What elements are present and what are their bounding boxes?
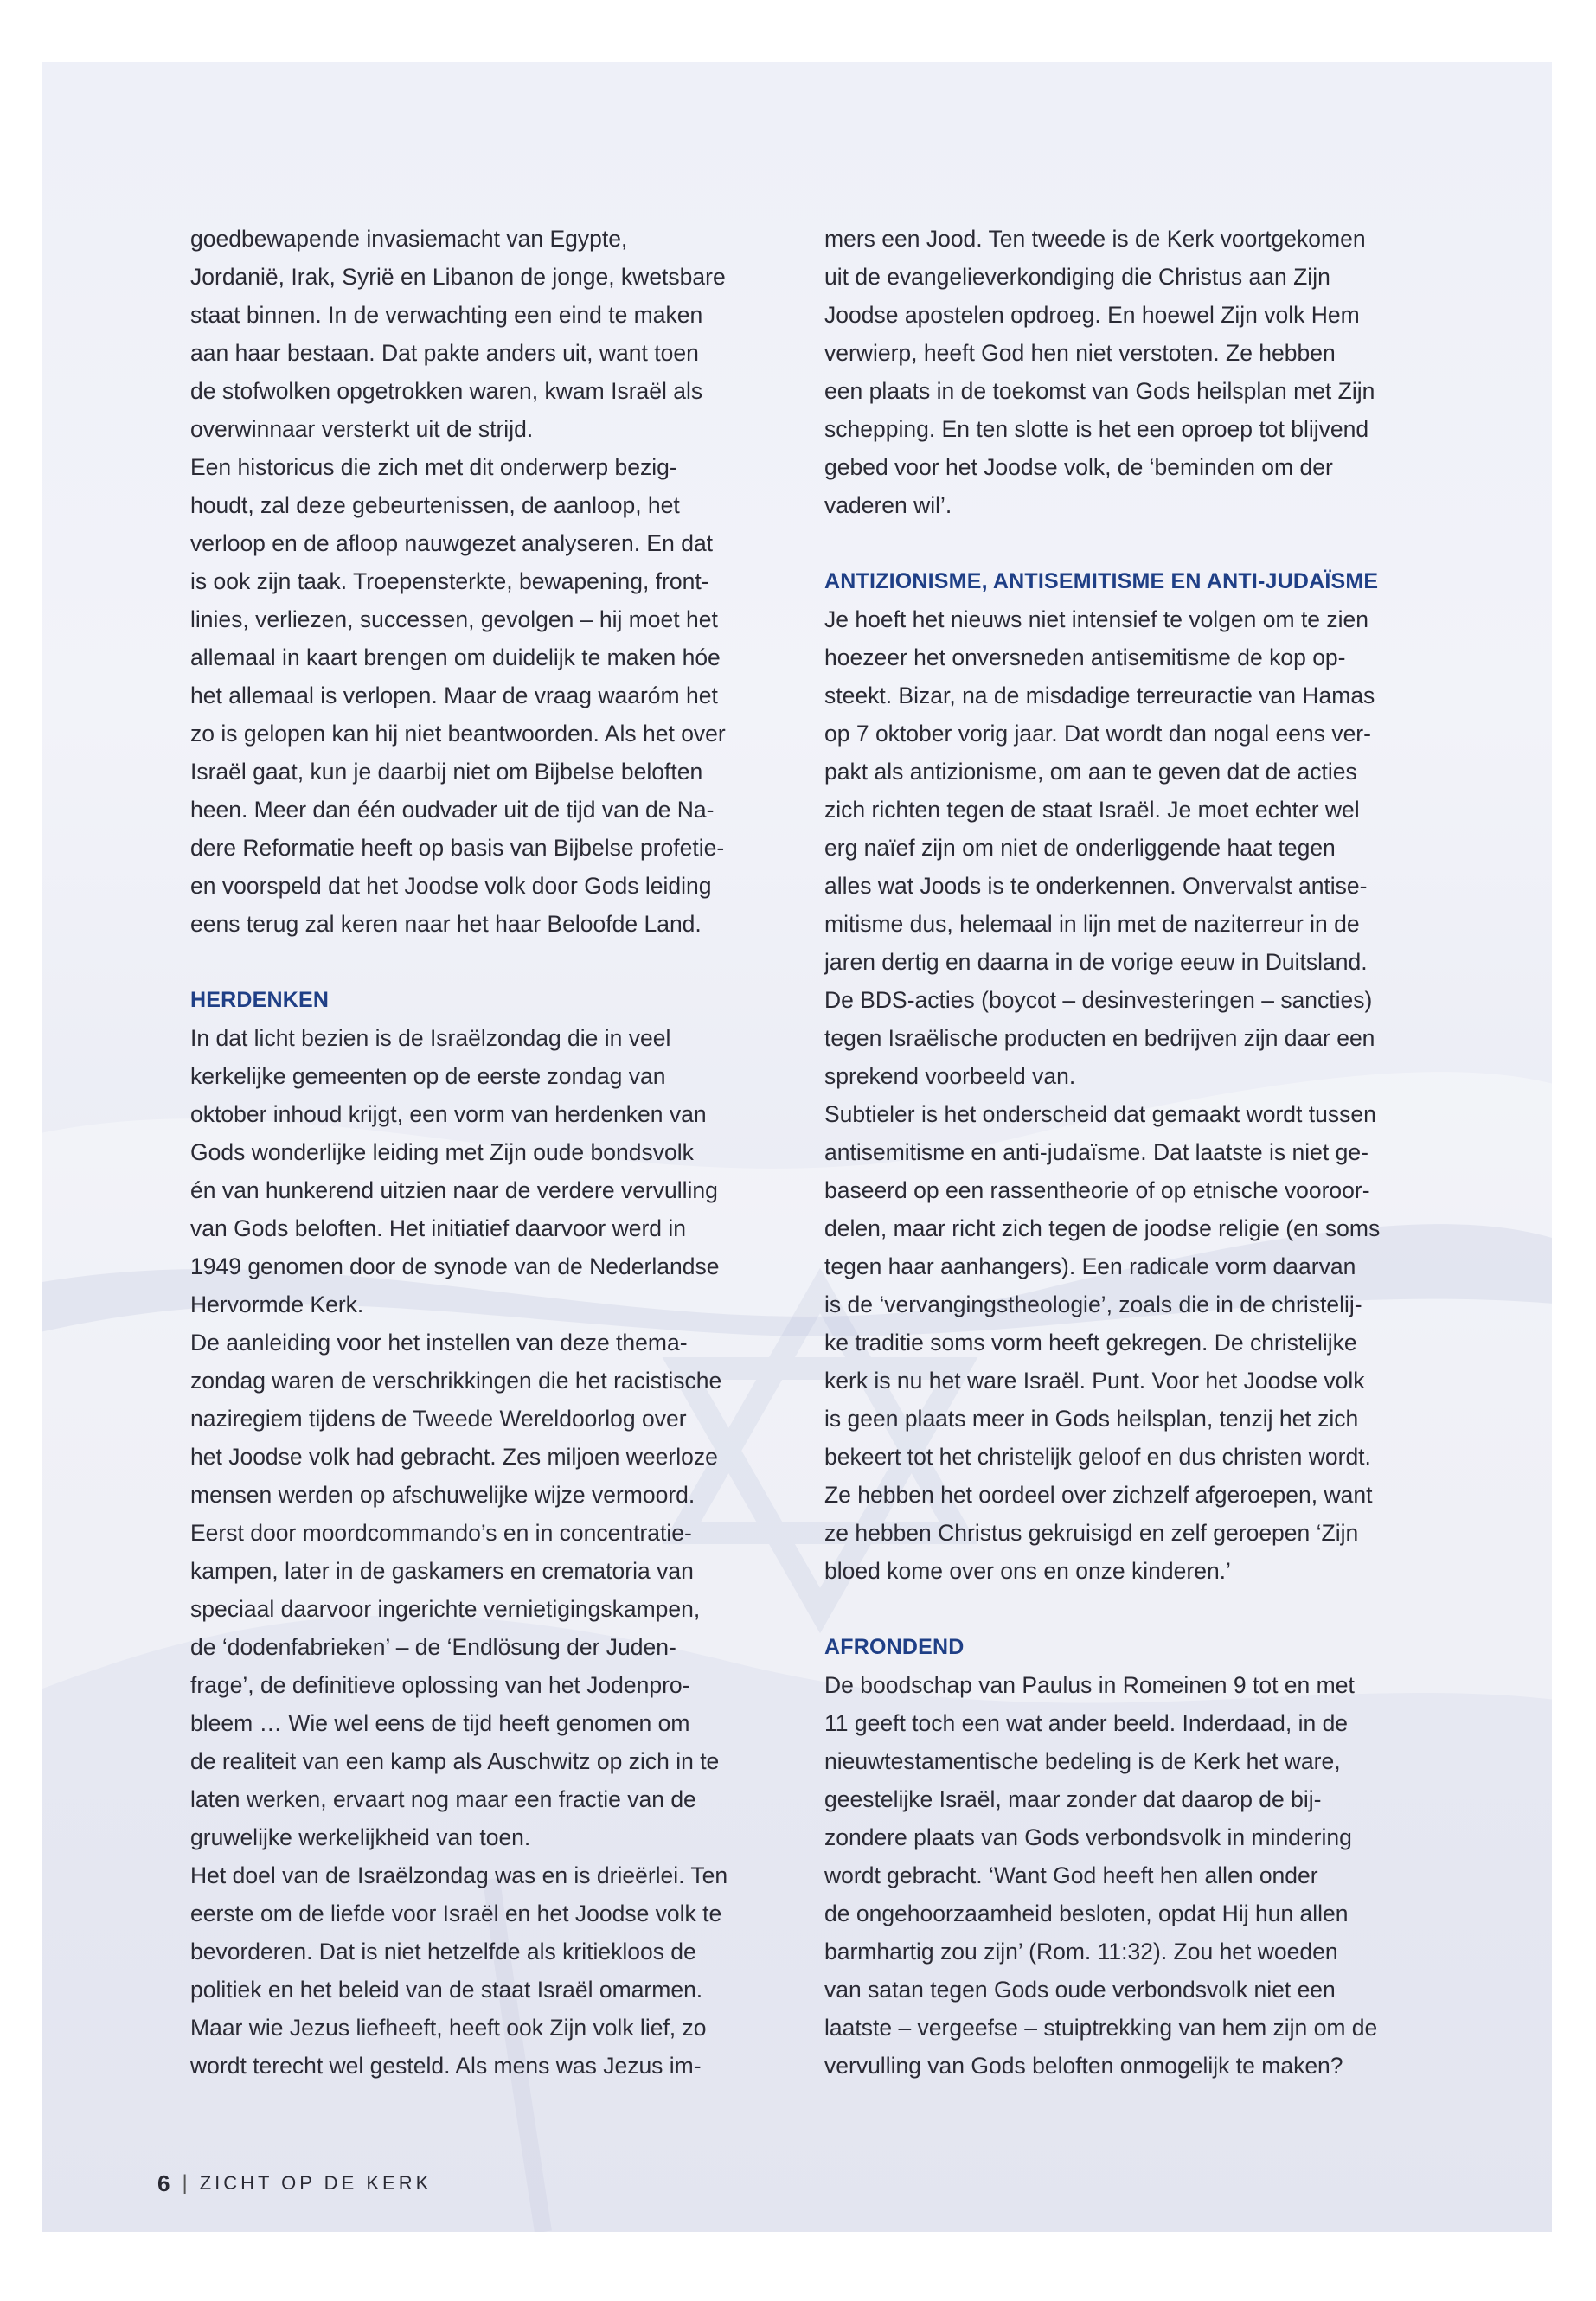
text-line: Israël gaat, kun je daarbij niet om Bijbelse beloften — [190, 759, 703, 785]
paragraph-gap — [824, 524, 1430, 562]
text-line: het allemaal is verlopen. Maar de vraag waaróm het — [190, 683, 718, 708]
text-line: delen, maar richt zich tegen de joodse religie (en soms — [824, 1215, 1381, 1241]
text-line: de realiteit van een kamp als Auschwitz op zich in te — [190, 1748, 720, 1774]
text-line: kerkelijke gemeenten op de eerste zondag van — [190, 1063, 666, 1089]
text-line: een plaats in de toekomst van Gods heilsplan met Zijn — [824, 378, 1375, 404]
magazine-page — [42, 62, 1552, 2232]
text-line: overwinnaar versterkt uit de strijd. — [190, 416, 534, 442]
text-line: Hervormde Kerk. — [190, 1292, 364, 1317]
text-line: is de ‘vervangingstheologie’, zoals die in de christelij- — [824, 1292, 1362, 1317]
text-line: kampen, later in de gaskamers en crematoria van — [190, 1558, 694, 1584]
text-line: barmhartig zou zijn’ (Rom. 11:32). Zou het woeden — [824, 1939, 1338, 1965]
text-line: erg naïef zijn om niet de onderliggende haat tegen — [824, 835, 1336, 861]
text-line: hoezeer het onversneden antisemitisme de kop op- — [824, 644, 1346, 670]
text-line: Maar wie Jezus liefheeft, heeft ook Zijn volk lief, zo — [190, 2015, 707, 2041]
text-line: Een historicus die zich met dit onderwerp bezig- — [190, 454, 677, 480]
text-line: zondag waren de verschrikkingen die het racistische — [190, 1368, 722, 1394]
text-line: jaren dertig en daarna in de vorige eeuw in Duitsland. — [824, 949, 1368, 975]
text-line: Eerst door moordcommando’s en in concentratie- — [190, 1520, 692, 1546]
text-line: De BDS-acties (boycot – desinvesteringen – sancties) — [824, 987, 1373, 1013]
text-line: bloed kome over ons en onze kinderen.’ — [824, 1558, 1231, 1584]
text-line: wordt terecht wel gesteld. Als mens was Jezus im- — [190, 2053, 702, 2079]
paragraph-gap — [190, 943, 779, 981]
text-line: dere Reformatie heeft op basis van Bijbelse profetie- — [190, 835, 725, 861]
text-line: linies, verliezen, successen, gevolgen – hij moet het — [190, 606, 718, 632]
text-line: kerk is nu het ware Israël. Punt. Voor het Joodse volk — [824, 1368, 1365, 1394]
text-line: vaderen wil’. — [824, 492, 952, 518]
text-line: tegen haar aanhangers). Een radicale vorm daarvan — [824, 1253, 1356, 1279]
left-column — [190, 220, 779, 2085]
text-line: mensen werden op afschuwelijke wijze vermoord. — [190, 1482, 695, 1508]
text-line: frage’, de definitieve oplossing van het Jodenpro- — [190, 1672, 690, 1698]
text-line: alles wat Joods is te onderkennen. Onvervalst antise- — [824, 873, 1368, 899]
text-line: ze hebben Christus gekruisigd en zelf geroepen ‘Zijn — [824, 1520, 1359, 1546]
section-heading: ANTIZIONISME, ANTISEMITISME EN ANTI-JUDAÏSME — [824, 569, 1379, 593]
text-line: sprekend voorbeeld van. — [824, 1063, 1076, 1089]
text-line: heen. Meer dan één oudvader uit de tijd van de Na- — [190, 797, 715, 823]
text-line: De boodschap van Paulus in Romeinen 9 tot en met — [824, 1672, 1355, 1698]
text-line: laten werken, ervaart nog maar een fractie van de — [190, 1786, 696, 1812]
text-line: steekt. Bizar, na de misdadige terreuractie van Hamas — [824, 683, 1375, 708]
text-line: houdt, zal deze gebeurtenissen, de aanloop, het — [190, 492, 680, 518]
text-line: Ze hebben het oordeel over zichzelf afgeroepen, want — [824, 1482, 1373, 1508]
text-line: de stofwolken opgetrokken waren, kwam Israël als — [190, 378, 703, 404]
text-line: tegen Israëlische producten en bedrijven zijn daar een — [824, 1025, 1375, 1051]
text-line: zich richten tegen de staat Israël. Je moet echter wel — [824, 797, 1360, 823]
text-line: en voorspeld dat het Joodse volk door Gods leiding — [190, 873, 712, 899]
text-line: is geen plaats meer in Gods heilsplan, tenzij het zich — [824, 1406, 1359, 1432]
text-line: van satan tegen Gods oude verbondsvolk niet een — [824, 1977, 1336, 2003]
text-line: gebed voor het Joodse volk, de ‘beminden om der — [824, 454, 1333, 480]
publication-name: ZICHT OP DE KERK — [199, 2172, 433, 2194]
text-line: bekeert tot het christelijk geloof en dus christen wordt. — [824, 1444, 1371, 1470]
text-line: antisemitisme en anti-judaïsme. Dat laatste is niet ge- — [824, 1139, 1368, 1165]
section-heading: HERDENKEN — [190, 988, 330, 1012]
text-line: én van hunkerend uitzien naar de verdere vervulling — [190, 1177, 718, 1203]
text-line: allemaal in kaart brengen om duidelijk te maken hóe — [190, 644, 721, 670]
paragraph-gap — [824, 1590, 1430, 1628]
right-column — [824, 220, 1430, 2085]
text-line: naziregiem tijdens de Tweede Wereldoorlog over — [190, 1406, 687, 1432]
text-line: de ‘dodenfabrieken’ – de ‘Endlösung der Juden- — [190, 1634, 676, 1660]
text-line: oktober inhoud krijgt, een vorm van herdenken van — [190, 1101, 707, 1127]
text-line: schepping. En ten slotte is het een oproep tot blijvend — [824, 416, 1369, 442]
text-line: Joodse apostelen opdroeg. En hoewel Zijn volk Hem — [824, 302, 1360, 328]
text-line: Je hoeft het nieuws niet intensief te volgen om te zien — [824, 606, 1369, 632]
text-line: bleem … Wie wel eens de tijd heeft genomen om — [190, 1710, 690, 1736]
text-line: zo is gelopen kan hij niet beantwoorden. Als het over — [190, 721, 726, 747]
text-line: verloop en de afloop nauwgezet analyseren. En dat — [190, 530, 714, 556]
text-line: wordt gebracht. ‘Want God heeft hen allen onder — [824, 1862, 1318, 1888]
text-line: eens terug zal keren naar het haar Beloofde Land. — [190, 911, 702, 937]
text-line: verwierp, heeft God hen niet verstoten. Ze hebben — [824, 340, 1336, 366]
text-line: In dat licht bezien is de Israëlzondag die in veel — [190, 1025, 671, 1051]
page-number: 6 — [157, 2170, 170, 2196]
text-line: laatste – vergeefse – stuiptrekking van hem zijn om de — [824, 2015, 1378, 2041]
text-line: goedbewapende invasiemacht van Egypte, — [190, 226, 628, 252]
text-line: op 7 oktober vorig jaar. Dat wordt dan nogal eens ver- — [824, 721, 1371, 747]
text-line: zondere plaats van Gods verbondsvolk in mindering — [824, 1824, 1352, 1850]
text-line: mers een Jood. Ten tweede is de Kerk voortgekomen — [824, 226, 1366, 252]
text-line: 1949 genomen door de synode van de Nederlandse — [190, 1253, 720, 1279]
text-line: het Joodse volk had gebracht. Zes miljoen weerloze — [190, 1444, 718, 1470]
text-line: eerste om de liefde voor Israël en het Joodse volk te — [190, 1900, 722, 1926]
text-line: Het doel van de Israëlzondag was en is drieërlei. Ten — [190, 1862, 728, 1888]
text-line: Jordanië, Irak, Syrië en Libanon de jonge, kwetsbare — [190, 264, 726, 290]
text-line: gruwelijke werkelijkheid van toen. — [190, 1824, 531, 1850]
section-heading: AFRONDEND — [824, 1635, 965, 1659]
text-line: van Gods beloften. Het initiatief daarvoor werd in — [190, 1215, 687, 1241]
text-line: speciaal daarvoor ingerichte vernietigingskampen, — [190, 1596, 701, 1622]
text-line: Subtieler is het onderscheid dat gemaakt wordt tussen — [824, 1101, 1376, 1127]
text-line: aan haar bestaan. Dat pakte anders uit, want toen — [190, 340, 699, 366]
text-line: mitisme dus, helemaal in lijn met de naziterreur in de — [824, 911, 1360, 937]
text-line: baseerd op een rassentheorie of op etnische vooroor- — [824, 1177, 1370, 1203]
text-line: 11 geeft toch een wat ander beeld. Inderdaad, in de — [824, 1710, 1349, 1736]
text-line: politiek en het beleid van de staat Israël omarmen. — [190, 1977, 703, 2003]
text-line: is ook zijn taak. Troepensterkte, bewapening, front- — [190, 568, 709, 594]
text-line: nieuwtestamentische bedeling is de Kerk het ware, — [824, 1748, 1341, 1774]
text-line: vervulling van Gods beloften onmogelijk te maken? — [824, 2053, 1343, 2079]
text-line: uit de evangelieverkondiging die Christus aan Zijn — [824, 264, 1330, 290]
text-line: staat binnen. In de verwachting een eind te maken — [190, 302, 703, 328]
text-line: Gods wonderlijke leiding met Zijn oude bondsvolk — [190, 1139, 694, 1165]
text-line: geestelijke Israël, maar zonder dat daarop de bij- — [824, 1786, 1322, 1812]
text-line: bevorderen. Dat is niet hetzelfde als kritiekloos de — [190, 1939, 696, 1965]
text-line: pakt als antizionisme, om aan te geven dat de acties — [824, 759, 1357, 785]
footer-separator: | — [182, 2171, 188, 2195]
text-line: De aanleiding voor het instellen van deze thema- — [190, 1330, 688, 1356]
text-line: de ongehoorzaamheid besloten, opdat Hij hun allen — [824, 1900, 1349, 1926]
text-line: ke traditie soms vorm heeft gekregen. De christelijke — [824, 1330, 1357, 1356]
page-footer — [157, 2166, 432, 2201]
